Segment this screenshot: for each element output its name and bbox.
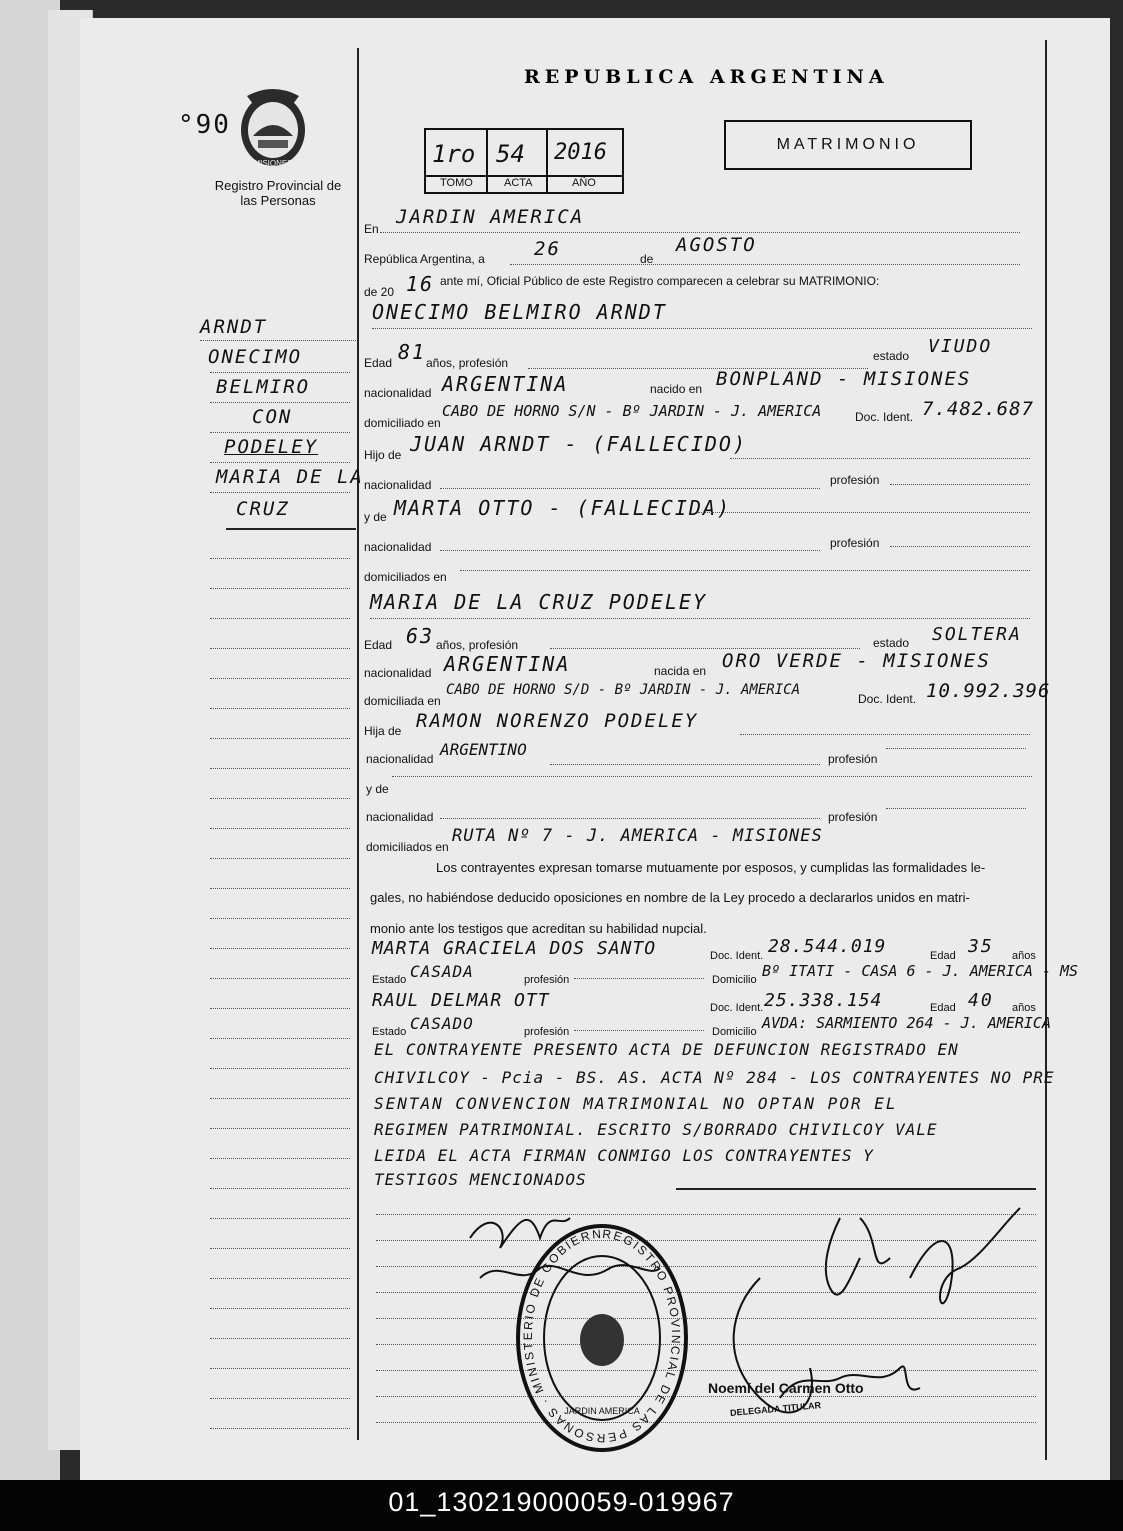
groom-edad-label: Edad	[364, 356, 393, 370]
margin-ruled-line	[210, 648, 350, 649]
republica-label: República Argentina, a	[364, 252, 485, 266]
bride-nacionalidad-value: ARGENTINA	[444, 652, 571, 676]
witness-1-anos-label: años	[1012, 950, 1036, 962]
tomo-value: 1ro	[432, 140, 476, 168]
margin-ruled-line	[210, 1308, 350, 1309]
groom-mother-value: MARTA OTTO - (FALLECIDA)	[394, 496, 731, 520]
margin-ruled-line	[210, 1368, 350, 1369]
margin-ruled-line	[210, 1098, 350, 1099]
bride-mother-profesion-label: profesión	[828, 810, 878, 824]
groom-yde-label: y de	[364, 510, 387, 524]
groom-name: ONECIMO BELMIRO ARNDT	[372, 300, 667, 324]
day-value: 26	[534, 238, 561, 260]
margin-ruled-line	[210, 918, 350, 919]
bride-father-nacionalidad-value: ARGENTINO	[440, 740, 527, 759]
bride-edad-value: 63	[406, 624, 435, 648]
groom-mother-nacionalidad-label: nacionalidad	[364, 540, 432, 554]
margin-ruled-line	[210, 738, 350, 739]
note-line: REGIMEN PATRIMONIAL. ESCRITO S/BORRADO CHIVILCOY VALE	[374, 1120, 938, 1139]
margin-ruled-line	[210, 858, 350, 859]
witness-1-edad-value: 35	[968, 936, 994, 957]
witness-2-doc-value: 25.338.154	[764, 990, 883, 1011]
margin-ruled-line	[210, 558, 350, 559]
witness-2-domicilio-label: Domicilio	[712, 1026, 757, 1038]
bride-father-value: RAMON NORENZO PODELEY	[416, 710, 699, 732]
margin-ruled-line	[210, 828, 350, 829]
bride-estado-value: SOLTERA	[932, 624, 1022, 645]
groom-anos-profesion: años, profesión	[426, 356, 509, 370]
acta-label: ACTA	[504, 177, 533, 189]
bride-nacida-label: nacida en	[654, 664, 707, 678]
note-line: LEIDA EL ACTA FIRMAN CONMIGO LOS CONTRAYENTES Y	[374, 1146, 874, 1165]
margin-ruled-line	[210, 768, 350, 769]
page-number: °90	[178, 110, 231, 140]
act-type-box	[724, 120, 972, 170]
groom-edad-value: 81	[398, 340, 427, 364]
bride-doc-label: Doc. Ident.	[858, 692, 917, 706]
act-type: MATRIMONIO	[776, 136, 920, 153]
groom-estado-value: VIUDO	[928, 336, 993, 357]
margin-ruled-line	[210, 708, 350, 709]
margin-note-line: ARNDT	[200, 316, 268, 338]
country-title: REPUBLICA ARGENTINA	[524, 66, 889, 88]
provincial-seal-logo	[233, 84, 313, 170]
witness-2-profesion-label: profesión	[524, 1026, 570, 1038]
margin-ruled-line	[210, 1128, 350, 1129]
margin-ruled-line	[210, 1398, 350, 1399]
margin-note-line: ONECIMO	[208, 346, 303, 368]
margin-ruled-line	[210, 1008, 350, 1009]
margin-ruled-line	[210, 678, 350, 679]
bride-father-nacionalidad-label: nacionalidad	[366, 752, 434, 766]
groom-doc-label: Doc. Ident.	[855, 410, 914, 424]
declaration-line: monio ante los testigos que acreditan su habilidad nupcial.	[370, 921, 707, 936]
bride-domiciliada-label: domiciliada en	[364, 694, 441, 708]
margin-ruled-line	[210, 618, 350, 619]
witness-2-name: RAUL DELMAR OTT	[372, 990, 550, 1011]
margin-note-line: MARIA DE LA	[216, 466, 364, 488]
witness-1-domicilio-value: Bº ITATI - CASA 6 - J. AMERICA - MS	[762, 962, 1079, 980]
groom-nacionalidad-label: nacionalidad	[364, 386, 432, 400]
bride-edad-label: Edad	[364, 638, 393, 652]
margin-ruled-line	[210, 1428, 350, 1429]
witness-2-domicilio-value: AVDA: SARMIENTO 264 - J. AMERICA	[762, 1014, 1051, 1032]
witness-1-doc-label: Doc. Ident.	[710, 950, 764, 962]
official-stamp	[512, 1218, 692, 1458]
acta-value: 54	[496, 140, 525, 168]
groom-father-nacionalidad-label: nacionalidad	[364, 478, 432, 492]
de-label: de	[640, 252, 654, 266]
officer-name: Noemí del Carmen Otto	[708, 1380, 864, 1396]
seal-label: MISIONES	[253, 159, 293, 168]
document-page	[80, 18, 1110, 1480]
witness-1-name: MARTA GRACIELA DOS SANTO	[372, 938, 657, 959]
note-line: SENTAN CONVENCION MATRIMONIAL NO OPTAN POR EL	[374, 1094, 898, 1113]
witness-2-doc-label: Doc. Ident.	[710, 1002, 764, 1014]
margin-ruled-line	[210, 948, 350, 949]
place-value: JARDIN AMERICA	[396, 206, 585, 228]
groom-nacionalidad-value: ARGENTINA	[442, 372, 569, 396]
margin-ruled-line	[210, 888, 350, 889]
witness-2-estado-value: CASADO	[410, 1014, 474, 1033]
bride-nacida-value: ORO VERDE - MISIONES	[722, 650, 991, 672]
witness-1-estado-value: CASADA	[410, 962, 474, 981]
margin-ruled-line	[210, 798, 350, 799]
month-value: AGOSTO	[676, 234, 757, 256]
margin-note-line: PODELEY	[224, 436, 319, 458]
file-id-footer: 01_130219000059-019967	[0, 1480, 1123, 1531]
note-line: CHIVILCOY - Pcia - BS. AS. ACTA Nº 284 - LOS CONTRAYENTES NO PRE	[374, 1068, 1055, 1087]
margin-rule	[357, 48, 359, 1440]
bride-doc-value: 10.992.396	[926, 680, 1051, 702]
margin-note-line: CON	[252, 406, 293, 428]
witness-1-estado-label: Estado	[372, 974, 407, 986]
bride-name: MARIA DE LA CRUZ PODELEY	[370, 590, 707, 614]
margin-ruled-line	[210, 1068, 350, 1069]
stamp-ring-text: REGISTRO PROVINCIAL DE LAS PERSONAS · MINISTERIO DE GOBIERN	[520, 1226, 684, 1446]
bride-yde-label: y de	[366, 782, 389, 796]
note-line: TESTIGOS MENCIONADOS	[374, 1170, 587, 1189]
groom-nacido-label: nacido en	[650, 382, 703, 396]
groom-domiciliado-label: domiciliado en	[364, 416, 441, 430]
bride-mother-nacionalidad-label: nacionalidad	[366, 810, 434, 824]
bride-nacionalidad-label: nacionalidad	[364, 666, 432, 680]
groom-father-profesion-label: profesión	[830, 473, 880, 487]
margin-ruled-line	[210, 1158, 350, 1159]
groom-hijo-label: Hijo de	[364, 448, 402, 462]
year-value: 16	[406, 272, 435, 296]
groom-domiciliado-value: CABO DE HORNO S/N - Bº JARDIN - J. AMERICA	[442, 402, 822, 420]
note-line: EL CONTRAYENTE PRESENTO ACTA DE DEFUNCION REGISTRADO EN	[374, 1040, 959, 1059]
witness-2-anos-label: años	[1012, 1002, 1036, 1014]
en-label: En	[364, 222, 379, 236]
groom-domiciliados-label: domiciliados en	[364, 570, 447, 584]
witness-1-profesion-label: profesión	[524, 974, 570, 986]
margin-note-line: CRUZ	[236, 498, 290, 520]
anio-value: 2016	[554, 140, 607, 165]
declaration-line: Los contrayentes expresan tomarse mutuamente por esposos, y cumplidas las formalidades le-	[436, 860, 986, 875]
margin-ruled-line	[210, 1038, 350, 1039]
bride-father-profesion-label: profesión	[828, 752, 878, 766]
margin-note-line: BELMIRO	[216, 376, 311, 398]
margin-ruled-line	[210, 1278, 350, 1279]
margin-ruled-line	[210, 1188, 350, 1189]
margin-ruled-line	[210, 1338, 350, 1339]
witness-2-estado-label: Estado	[372, 1026, 407, 1038]
stamp-center-text: JARDIN AMERICA	[564, 1406, 640, 1416]
intro-text: ante mí, Oficial Público de este Registro comparecen a celebrar su MATRIMONIO:	[440, 274, 880, 288]
bride-domiciliados-label: domiciliados en	[366, 840, 449, 854]
groom-father-value: JUAN ARNDT - (FALLECIDO)	[410, 432, 747, 456]
witness-2-edad-value: 40	[968, 990, 994, 1011]
witness-2-edad-label: Edad	[930, 1002, 956, 1014]
margin-ruled-line	[210, 1218, 350, 1219]
groom-estado-label: estado	[873, 349, 910, 363]
groom-doc-value: 7.482.687	[922, 398, 1034, 420]
margin-ruled-line	[210, 978, 350, 979]
year-prefix: de 20	[364, 285, 395, 299]
book-act-box	[424, 128, 624, 194]
witness-1-domicilio-label: Domicilio	[712, 974, 757, 986]
witness-1-doc-value: 28.544.019	[768, 936, 887, 957]
margin-ruled-line	[210, 588, 350, 589]
margin-ruled-line	[210, 1248, 350, 1249]
tomo-label: TOMO	[440, 177, 473, 189]
groom-nacido-value: BONPLAND - MISIONES	[716, 368, 972, 390]
anio-label: AÑO	[572, 177, 596, 189]
bride-estado-label: estado	[873, 636, 910, 650]
officer-title: DELEGADA TITULAR	[729, 1400, 822, 1418]
registry-name: Registro Provincial de las Personas	[214, 178, 342, 208]
groom-mother-profesion-label: profesión	[830, 536, 880, 550]
bride-anos-profesion: años, profesión	[436, 638, 519, 652]
bride-domiciliada-value: CABO DE HORNO S/D - Bº JARDIN - J. AMERICA	[446, 682, 801, 698]
bride-hija-label: Hija de	[364, 724, 402, 738]
declaration-line: gales, no habiéndose deducido oposiciones en nombre de la Ley procedo a declararlos unidos en matri-	[370, 890, 970, 905]
bride-domiciliados-value: RUTA Nº 7 - J. AMERICA - MISIONES	[452, 826, 823, 846]
witness-1-edad-label: Edad	[930, 950, 956, 962]
